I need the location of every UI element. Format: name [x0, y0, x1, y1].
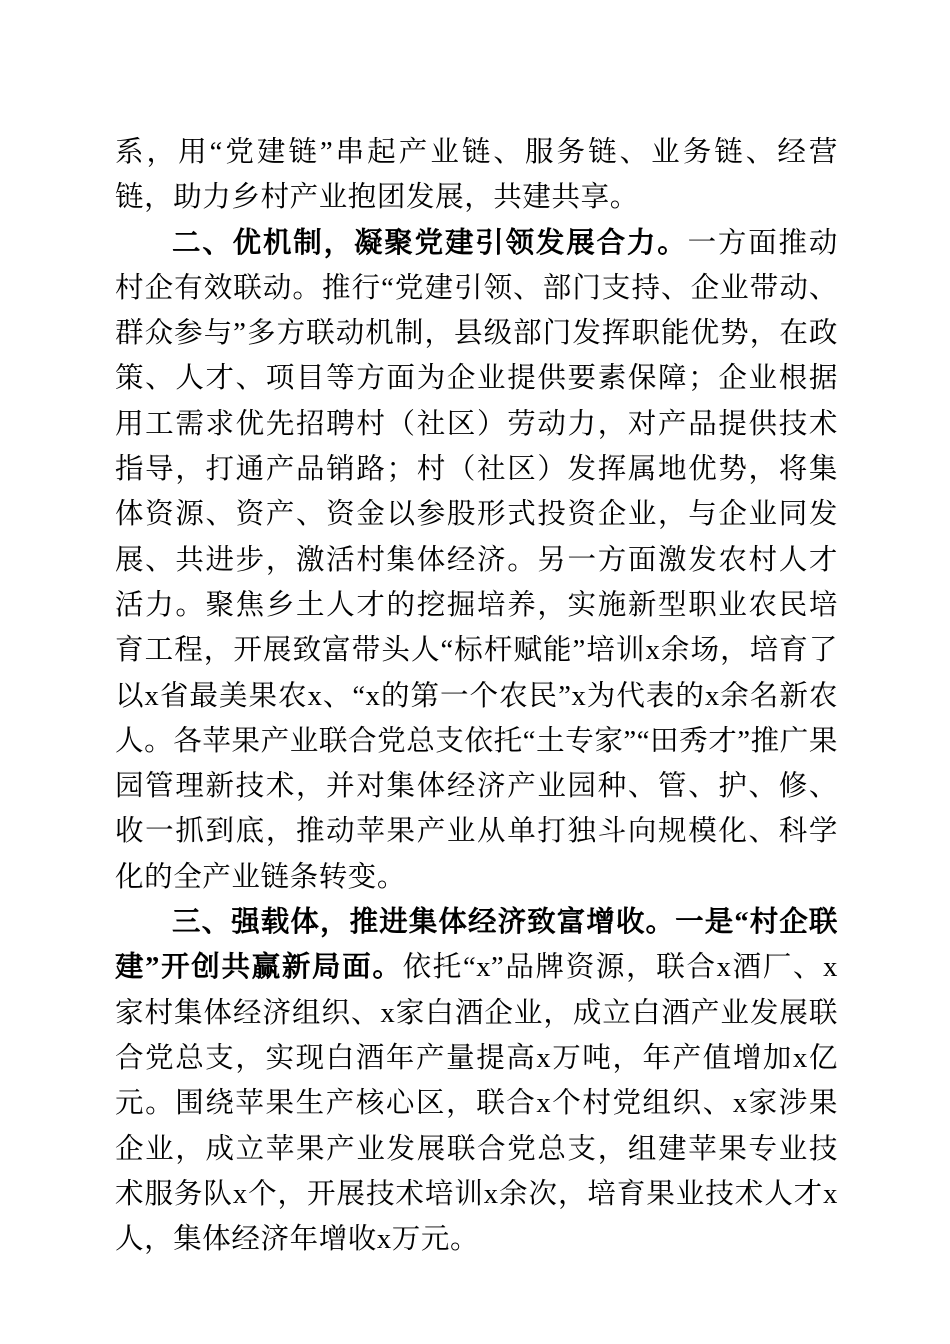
document-body: [115, 130, 838, 1262]
text-run: 一方面推动村企有效联动。推行“党建引领、部门支持、企业带动、群众参与”多方联动机制，县级部门发挥职能优势，在政策、人才、项目等方面为企业提供要素保障；企业根据用工需求优先招聘村（社区）劳动力，对产品提供技术指导，打通产品销路；村（社区）发挥属地优势，将集体资源、资产、资金以参股形式投资企业，与企业同发展、共进步，激活村集体经济。另一方面激发农村人才活力。聚焦乡土人才的挖掘培养，实施新型职业农民培育工程，开展致富带头人“标杆赋能”培训x余场，培育了以x省最美果农x、“x的第一个农民”x为代表的x余名新农人。各苹果产业联合党总支依托“土专家”“田秀才”推广果园管理新技术，并对集体经济产业园种、管、护、修、收一抓到底，推动苹果产业从单打独斗向规模化、科学化的全产业链条转变。: [115, 227, 838, 893]
text-run-bold: 三、强载体，推进集体经济致富增收。一是“村企联建”开创共赢新局面。: [115, 907, 838, 984]
paragraph-3: [115, 900, 838, 1262]
paragraph-1: [115, 130, 838, 221]
text-run: 依托“x”品牌资源，联合x酒厂、x家村集体经济组织、x家白酒企业，成立白酒产业发展联合党总支，实现白酒年产量提高x万吨，年产值增加x亿元。围绕苹果生产核心区，联合x个村党组织、x家涉果企业，成立苹果产业发展联合党总支，组建苹果专业技术服务队x个，开展技术培训x余次，培育果业技术人才x人，集体经济年增收x万元。: [115, 952, 838, 1256]
text-run-bold: 二、优机制，凝聚党建引领发展合力。: [172, 227, 688, 259]
text-run: 系，用“党建链”串起产业链、服务链、业务链、经营链，助力乡村产业抱团发展，共建共享。: [115, 137, 838, 214]
paragraph-2: [115, 221, 838, 900]
